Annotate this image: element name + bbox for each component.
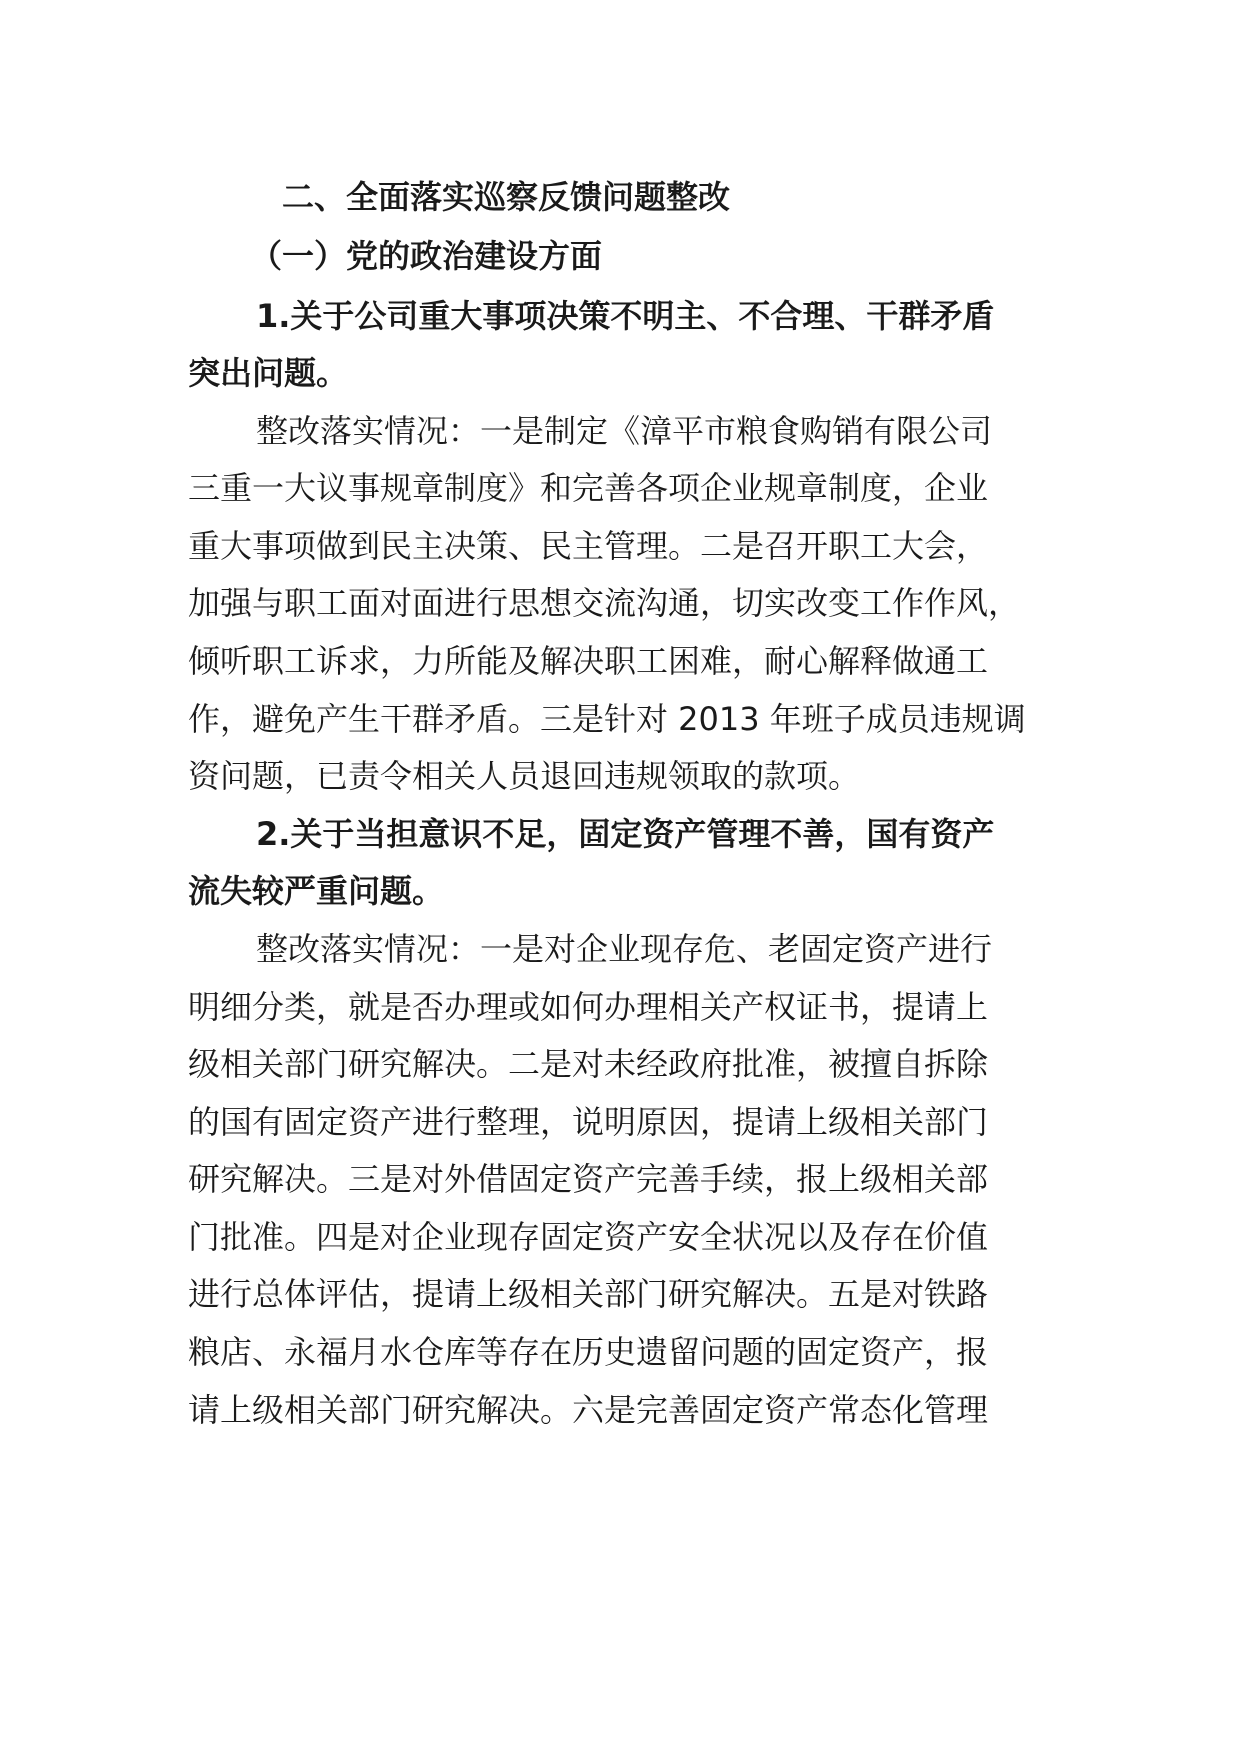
item-title-line: 2.关于当担意识不足，固定资产管理不善，国有资产 [256, 815, 995, 853]
body-line: 整改落实情况：一是对企业现存危、老固定资产进行 [256, 930, 993, 968]
item-title-line: 1.关于公司重大事项决策不明主、不合理、干群矛盾 [256, 297, 995, 335]
section-heading: 二、全面落实巡察反馈问题整改 [282, 178, 731, 216]
body-line: 门批准。四是对企业现存固定资产安全状况以及存在价值 [188, 1218, 989, 1256]
body-line: 明细分类，就是否办理或如何办理相关产权证书，提请上 [188, 988, 989, 1026]
item-title-line: 突出问题。 [188, 354, 349, 392]
body-line: 的国有固定资产进行整理，说明原因，提请上级相关部门 [188, 1103, 989, 1141]
body-line: 整改落实情况：一是制定《漳平市粮食购销有限公司 [256, 412, 993, 450]
item-title-line: 流失较严重问题。 [188, 872, 445, 910]
body-line: 研究解决。三是对外借固定资产完善手续，报上级相关部 [188, 1160, 989, 1198]
body-line: 请上级相关部门研究解决。六是完善固定资产常态化管理 [188, 1391, 989, 1429]
body-line: 作，避免产生干群矛盾。三是针对 2013 年班子成员违规调 [188, 700, 1026, 738]
body-line: 进行总体评估，提请上级相关部门研究解决。五是对铁路 [188, 1275, 989, 1313]
body-line: 重大事项做到民主决策、民主管理。二是召开职工大会， [188, 527, 989, 565]
body-line: 倾听职工诉求，力所能及解决职工困难，耐心解释做通工 [188, 642, 989, 680]
body-line: 加强与职工面对面进行思想交流沟通，切实改变工作作风， [188, 584, 1021, 622]
subsection-heading: （一）党的政治建设方面 [250, 237, 603, 275]
body-line: 粮店、永福月水仓库等存在历史遗留问题的固定资产，报 [188, 1333, 989, 1371]
body-line: 资问题，已责令相关人员退回违规领取的款项。 [188, 757, 861, 795]
body-line: 级相关部门研究解决。二是对未经政府批准，被擅自拆除 [188, 1045, 989, 1083]
body-line: 三重一大议事规章制度》和完善各项企业规章制度，企业 [188, 469, 989, 507]
